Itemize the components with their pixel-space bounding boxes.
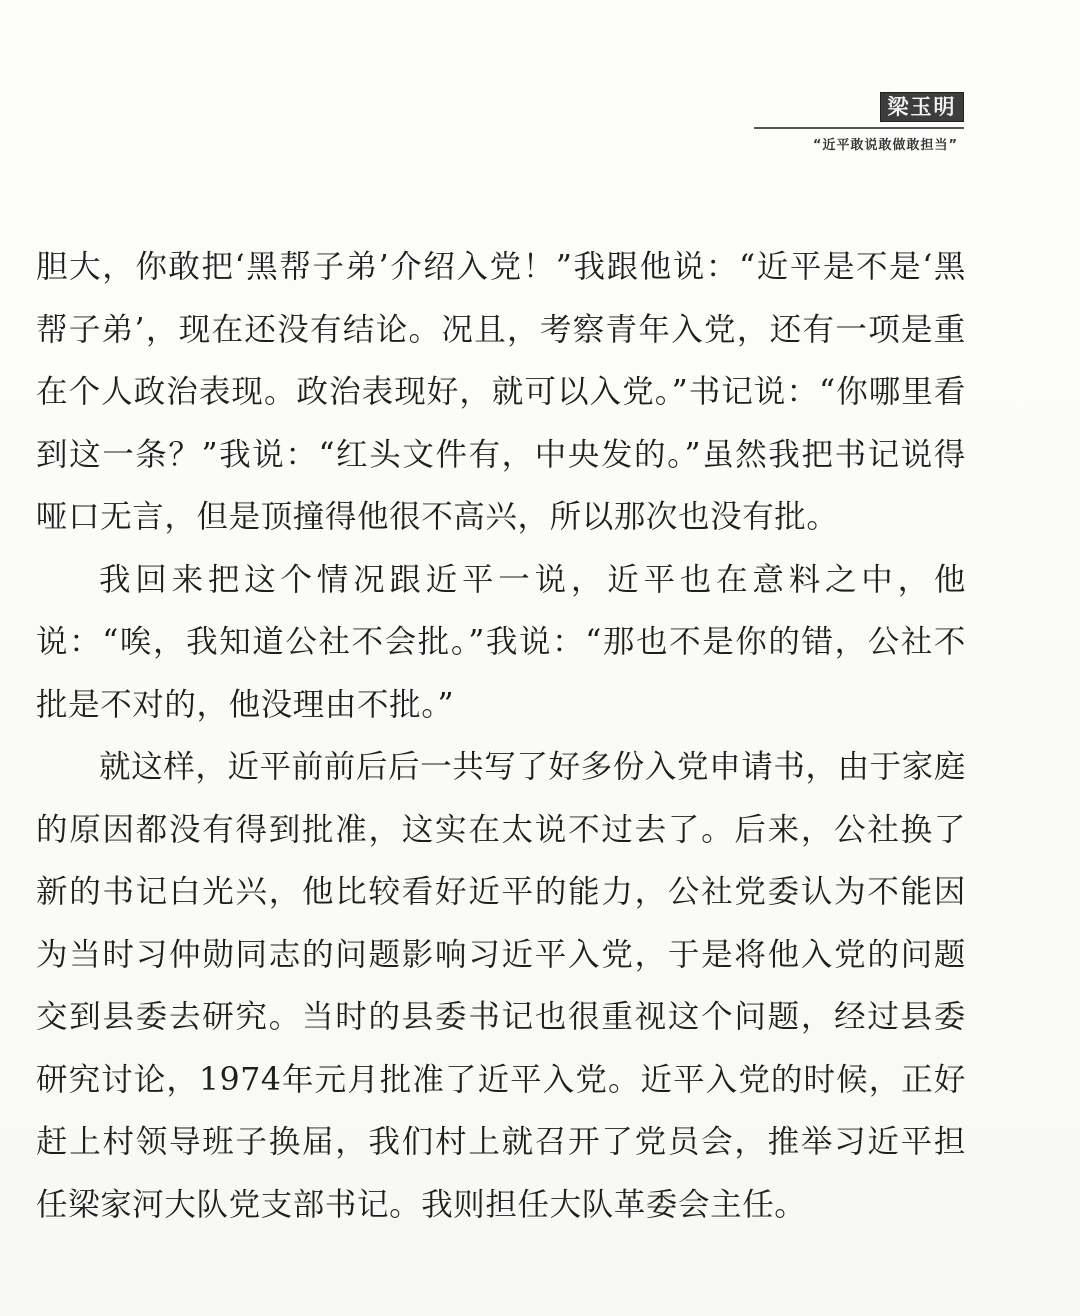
chapter-author-label: 梁玉明	[880, 92, 964, 122]
paragraph-2: 我回来把这个情况跟近平一说，近平也在意料之中，他说：“唉，我知道公社不会批。”我说：“那也不是你的错，公社不批是不对的，他没理由不批。”	[36, 561, 966, 723]
paragraph-1: 胆大，你敢把‘黑帮子弟’介绍入党！”我跟他说：“近平是不是‘黑帮子弟’，现在还没有结论。况且，考察青年入党，还有一项是重在个人政治表现。政治表现好，就可以入党。”书记说：“你哪里看到这一条？”我说：“红头文件有，中央发的。”虽然我把书记说得哑口无言，但是顶撞得他很不高兴，所以那次也没有批。	[36, 249, 966, 535]
chapter-subtitle: “近平敢说敢做敢担当”	[812, 138, 958, 153]
body-text	[36, 236, 966, 1236]
paragraph-3: 就这样，近平前前后后一共写了好多份入党申请书，由于家庭的原因都没有得到批准，这实在太说不过去了。后来，公社换了新的书记白光兴，他比较看好近平的能力，公社党委认为不能因为当时习仲勋同志的问题影响习近平入党，于是将他入党的问题交到县委去研究。当时的县委书记也很重视这个问题，经过县委研究讨论，1974年元月批准了近平入党。近平入党的时候，正好赶上村领导班子换届，我们村上就召开了党员会，推举习近平担任梁家河大队党支部书记。我则担任大队革委会主任。	[36, 749, 966, 1223]
header-divider	[754, 127, 964, 129]
